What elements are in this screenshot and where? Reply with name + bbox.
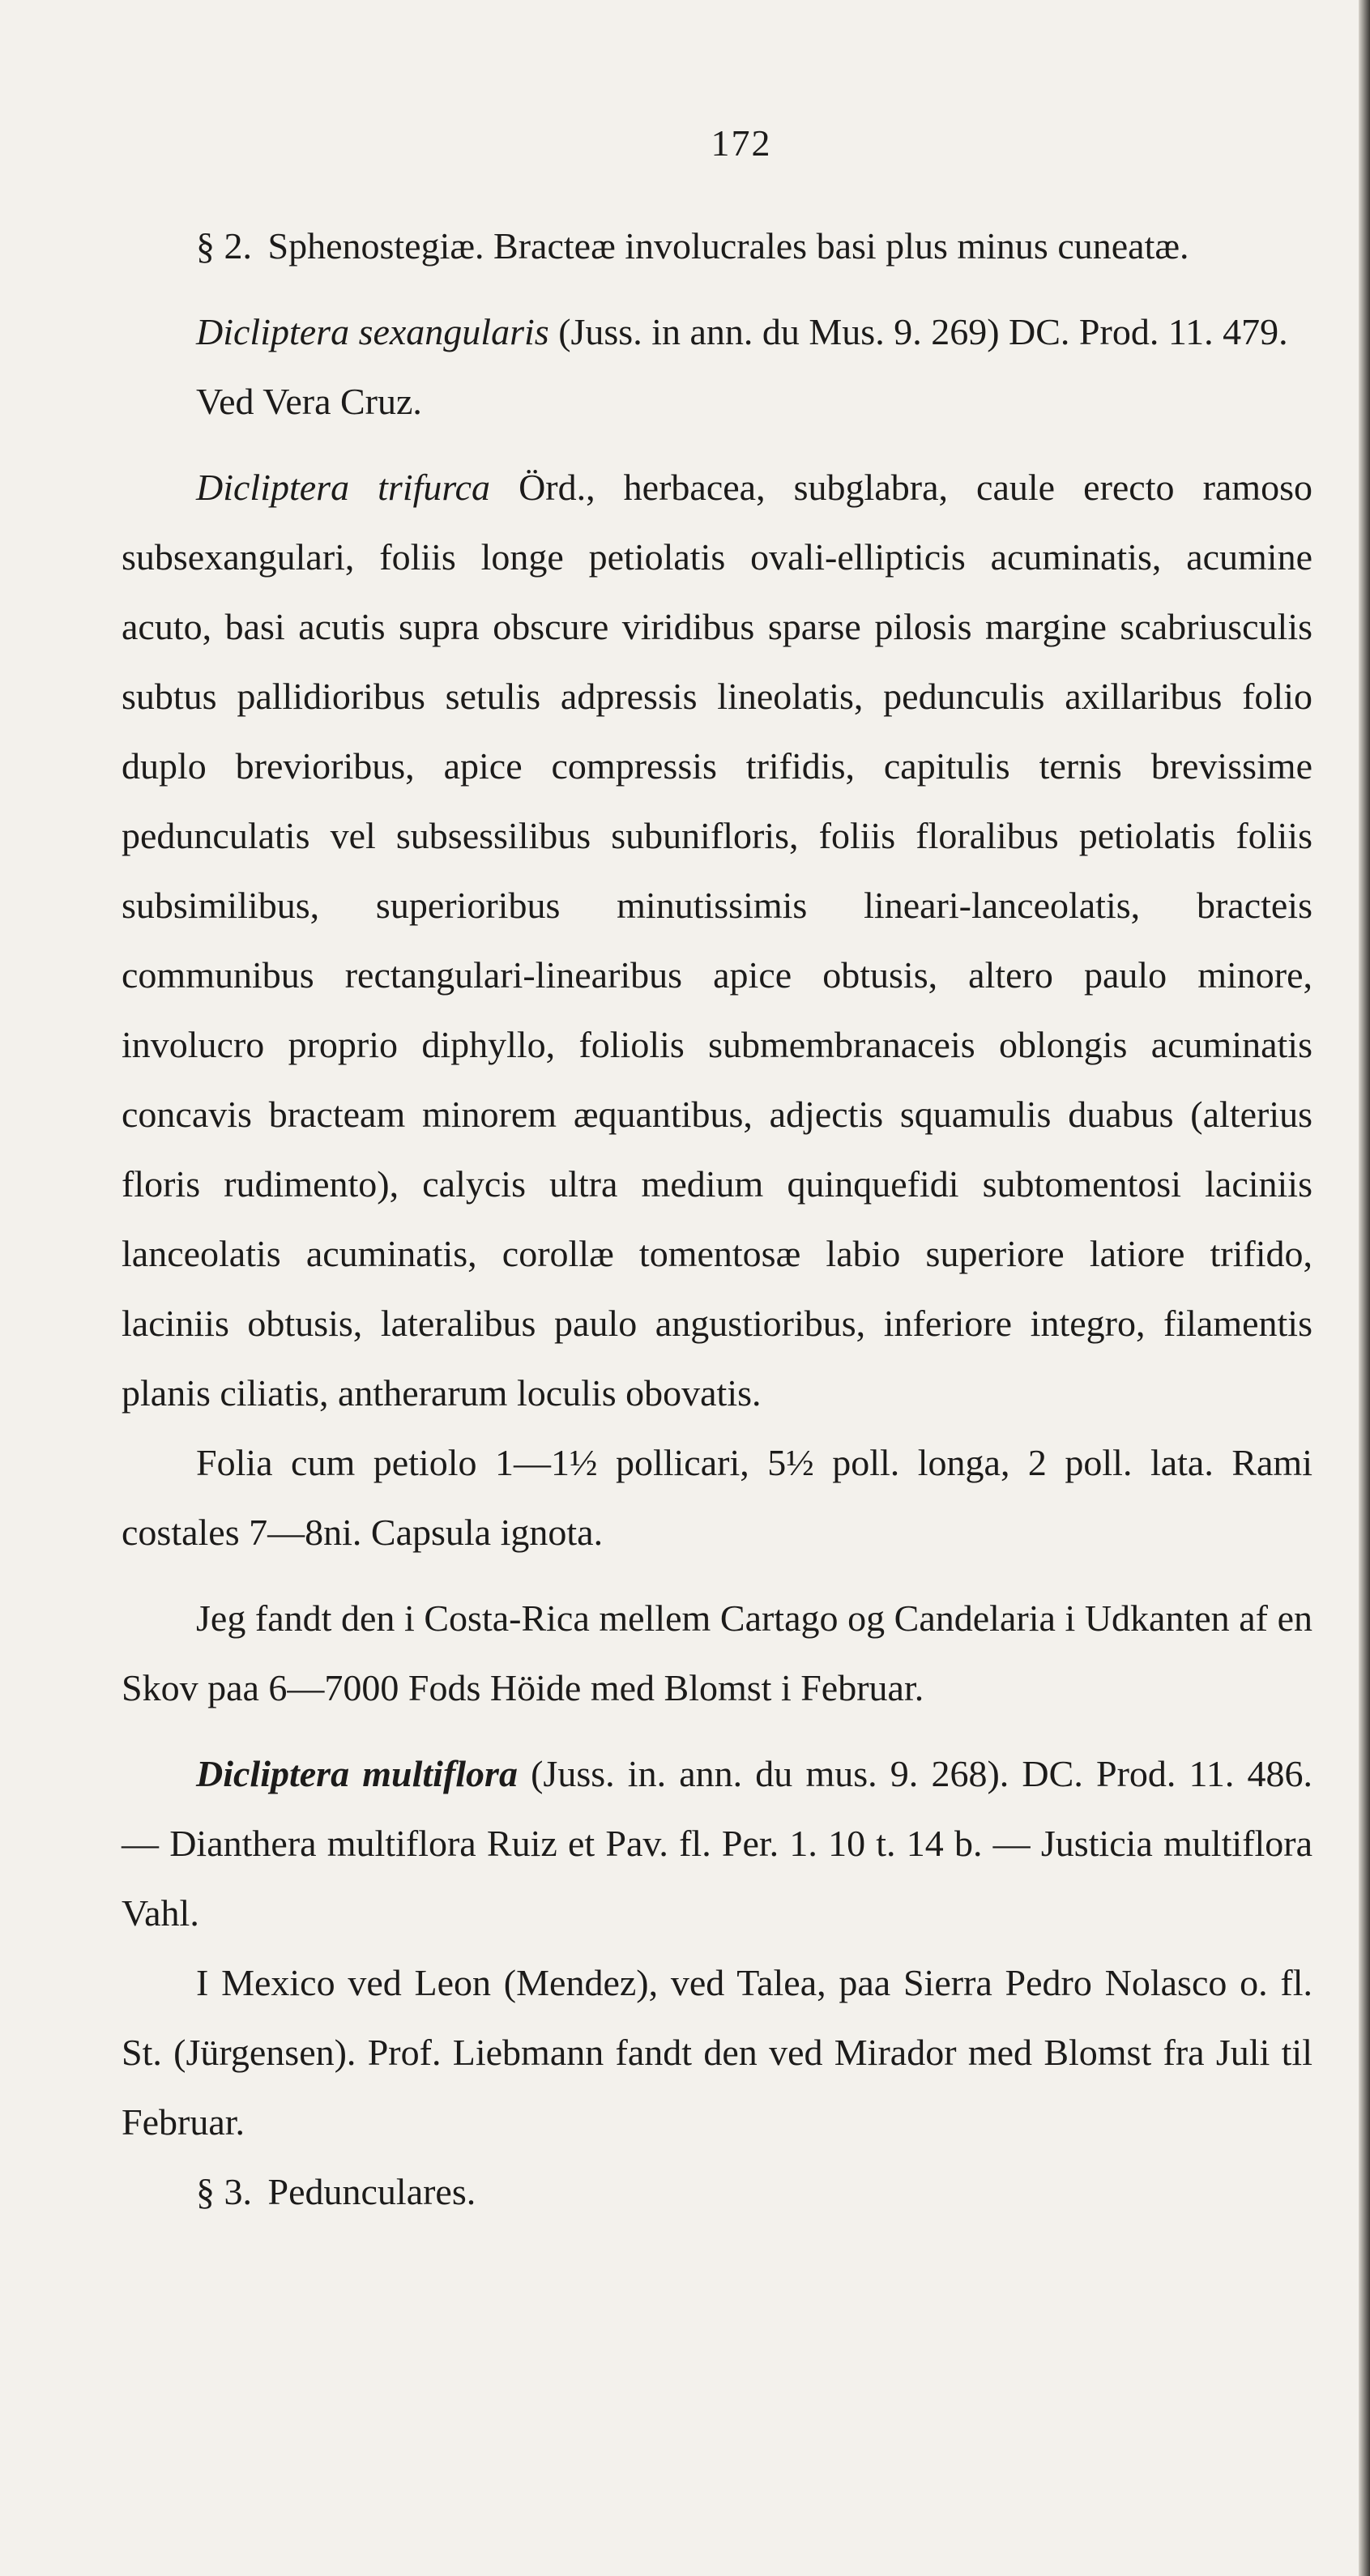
entry-multiflora-citation bbox=[122, 1739, 1312, 1948]
taxon-multiflora: Dicliptera multiflora bbox=[196, 1753, 518, 1794]
entry-trifurca-description bbox=[122, 453, 1312, 1428]
section-3-marker: § 3. bbox=[196, 2171, 252, 2212]
citation-multiflora: (Juss. in. ann. du mus. 9. 268). DC. Prod. 11. 486. — Dianthera multiflora Ruiz et Pav. fl. Per. 1. 10 t. 14 b. — Justicia multiflora Vahl. bbox=[122, 1753, 1313, 1934]
taxon-trifurca: Dicliptera trifurca bbox=[196, 467, 490, 508]
note-trifurca: Jeg fandt den i Costa-Rica mellem Cartago og Candelaria i Udkanten af en Skov paa 6—7000 Fods Höide med Blomst i Februar. bbox=[122, 1597, 1312, 1708]
section-2-text: Sphenostegiæ. Bracteæ involucrales basi plus minus cuneatæ. bbox=[267, 225, 1189, 267]
measurements-trifurca: Folia cum petiolo 1—1½ pollicari, 5½ poll. longa, 2 poll. lata. Rami costales 7—8ni. Capsula ignota. bbox=[122, 1442, 1312, 1553]
page-content bbox=[122, 122, 1312, 2227]
page-number: 172 bbox=[711, 122, 772, 164]
locality-sexangularis: Ved Vera Cruz. bbox=[196, 381, 422, 422]
taxon-sexangularis: Dicliptera sexangularis bbox=[196, 311, 549, 352]
page-edge-shadow bbox=[1359, 0, 1370, 2576]
section-3-text: Pedunculares. bbox=[267, 2171, 476, 2212]
section-3-heading bbox=[122, 2157, 1312, 2227]
section-2-marker: § 2. bbox=[196, 225, 252, 267]
locality-multiflora: I Mexico ved Leon (Mendez), ved Talea, paa Sierra Pedro Nolasco o. fl. St. (Jürgensen). Prof. Liebmann fandt den ved Mirador med Blomst fra Juli til Februar. bbox=[122, 1962, 1312, 2143]
section-2-heading bbox=[122, 211, 1312, 281]
entry-sexangularis-citation bbox=[122, 297, 1312, 367]
description-trifurca: Örd., herbacea, subglabra, caule erecto ramoso subsexangulari, foliis longe petiolatis ovali-ellipticis acuminatis, acumine acuto, basi acutis supra obscure viridibus sparse pilosis margine scabriusculis subtus pallidioribus setulis adpressis lineolatis, pedunculis axillaribus folio duplo brevioribus, apice compressis trifidis, capitulis ternis brevissime pedunculatis vel subsessilibus subunifloris, foliis floralibus petiolatis foliis subsimilibus, superioribus minutissimis lineari-lanceolatis, bracteis communibus rectangulari-linearibus apice obtusis, altero paulo minore, involucro proprio diphyllo, foliolis submembranaceis oblongis acuminatis concavis bracteam minorem æquantibus, adjectis squamulis duabus (alterius floris rudimento), calycis ultra medium quinquefidi subtomentosi laciniis lanceolatis acuminatis, corollæ tomentosæ labio superiore latiore trifido, laciniis obtusis, lateralibus paulo angustioribus, inferiore integro, filamentis planis ciliatis, antherarum loculis obovatis. bbox=[122, 467, 1312, 1414]
citation-sexangularis: (Juss. in ann. du Mus. 9. 269) DC. Prod. 11. 479. bbox=[548, 311, 1288, 352]
